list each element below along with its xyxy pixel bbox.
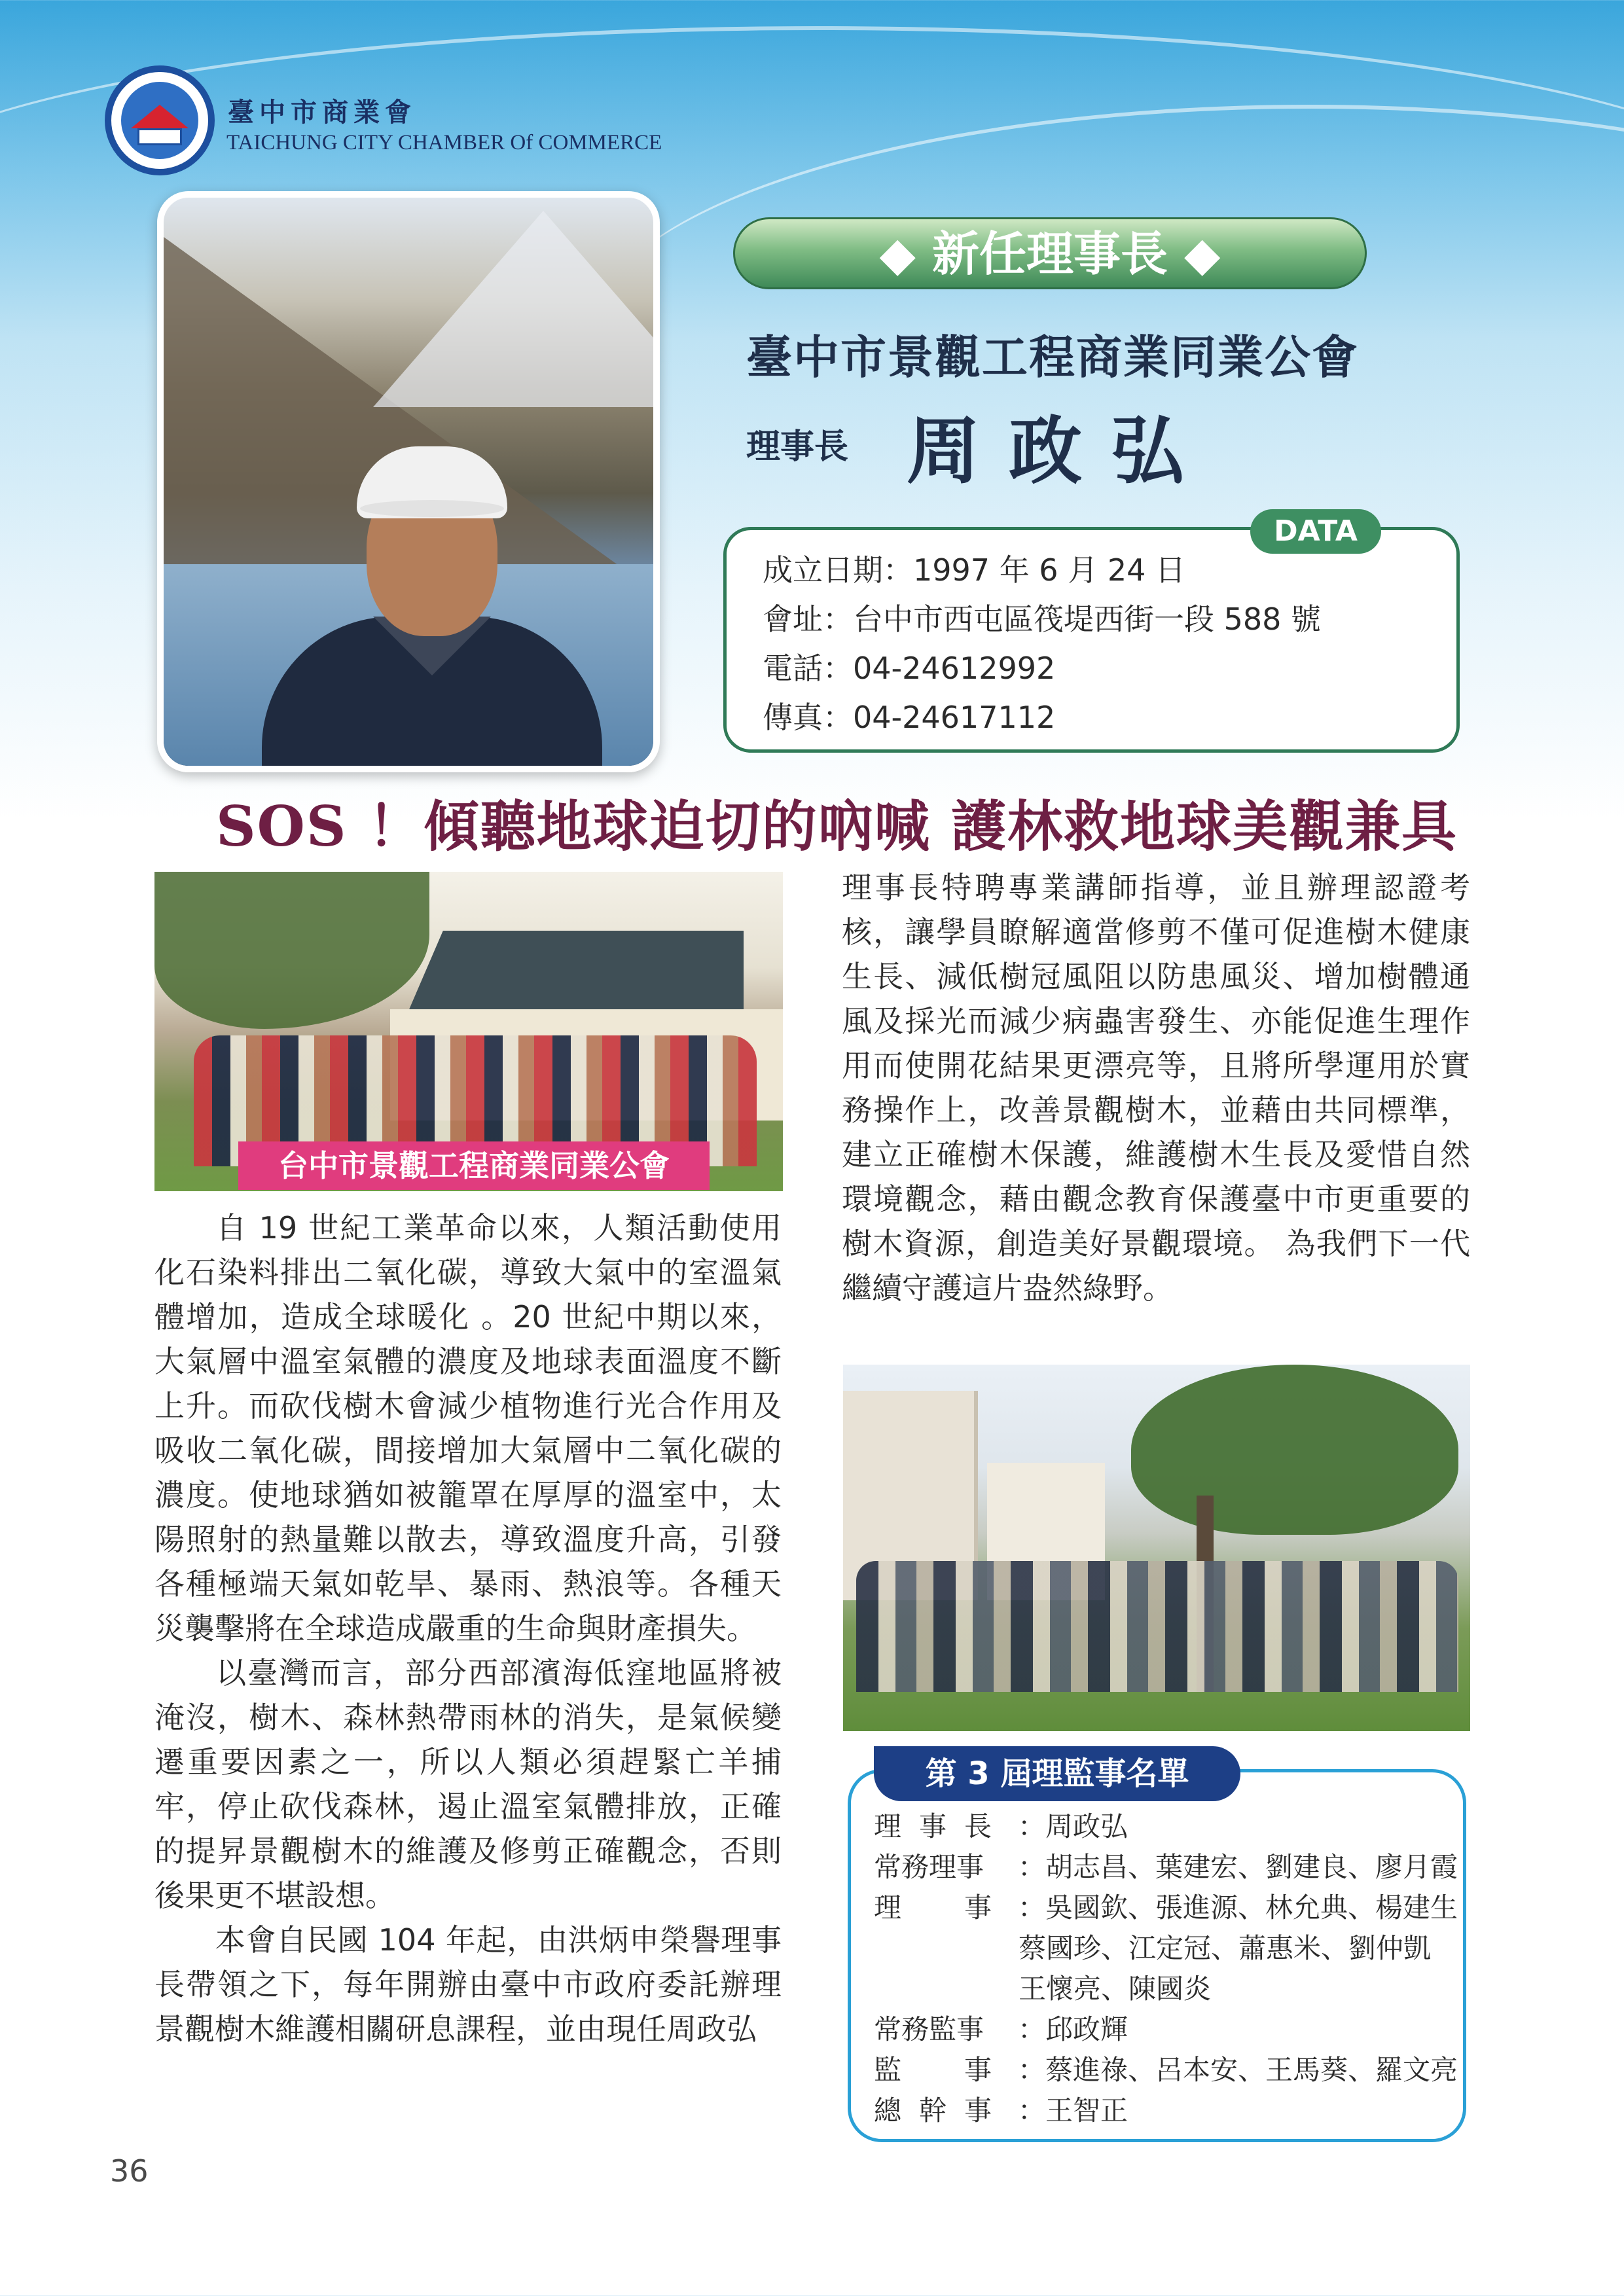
board-role: 理事長 <box>874 1810 992 1842</box>
board-names: ：周政弘 <box>1018 1810 1128 1842</box>
board-names: ：王智正 <box>1018 2094 1128 2126</box>
brand-name-zh: 臺中市商業會 <box>228 97 416 128</box>
board-role: 常務理事 <box>874 1851 984 1883</box>
photo-caption: 台中市景觀工程商業同業公會 <box>278 1148 670 1183</box>
article-column-right <box>842 865 1470 1310</box>
organization-name: 臺中市景觀工程商業同業公會 <box>746 331 1359 384</box>
portrait-photo <box>157 191 660 772</box>
data-phone: 電話：04-24612992 <box>763 651 1056 686</box>
photo-snow-peak <box>373 211 660 407</box>
training-photo <box>843 1365 1470 1731</box>
board-names: ：吳國欽、張進源、林允典、楊建生 <box>1018 1892 1458 1924</box>
data-founded: 成立日期：1997 年 6 月 24 日 <box>763 552 1185 588</box>
data-fax: 傳真：04-24617112 <box>763 700 1056 735</box>
photo-crowd <box>856 1561 1458 1692</box>
board-role: 總幹事 <box>874 2094 992 2126</box>
brand-name-en: TAICHUNG CITY CHAMBER Of COMMERCE <box>226 131 662 154</box>
board-names: 王懷亮、陳國炎 <box>1019 1973 1212 2005</box>
article-paragraph: 以臺灣而言，部分西部濱海低窪地區將被淹沒，樹木、森林熱帶雨林的消失，是氣候變遷重要因素之一，所以人類必須趕緊亡羊捕牢，停止砍伐森林，遏止溫室氣體排放，正確的提昇景觀樹木的維護及修剪正確觀念，否則後果更不堪設想。 <box>154 1655 782 1913</box>
article-column-left <box>154 1206 782 2051</box>
photo-building-roof <box>377 931 744 1016</box>
photo-tree-canopy <box>1131 1365 1458 1535</box>
board-names: ：胡志昌、葉建宏、劉建良、廖月霞 <box>1018 1851 1458 1883</box>
board-role: 常務監事 <box>874 2013 984 2045</box>
article-paragraph: 自 19 世紀工業革命以來，人類活動使用化石染料排出二氧化碳，導致大氣中的室溫氣體增加，造成全球暖化 。20 世紀中期以來，大氣層中溫室氣體的濃度及地球表面溫度不斷上升。而砍伐樹木會減少植物進行光合作用及吸收二氧化碳，間接增加大氣層中二氧化碳的濃度。使地球猶如被籠罩在厚厚的溫室中，太陽照射的熱量難以散去，導致溫度升高，引發各種極端天氣如乾旱、暴雨、熱浪等。各種天災襲擊將在全球造成嚴重的生命與財產損失。 <box>154 1210 782 1646</box>
page-number: 36 <box>110 2153 149 2189</box>
person-name: 周政弘 <box>907 408 1213 494</box>
board-names: ：蔡進祿、呂本安、王馬葵、羅文亮 <box>1018 2054 1458 2086</box>
article-paragraph: 理事長特聘專業講師指導，並且辦理認證考核，讓學員瞭解適當修剪不僅可促進樹木健康生長、減低樹冠風阻以防患風災、增加樹體通風及採光而減少病蟲害發生、亦能促進生理作用而使開花結果更漂亮等，且將所學運用於實務操作上，改善景觀樹木，並藉由共同標準，建立正確樹木保護，維護樹木生長及愛惜自然環境觀念，藉由觀念教育保護臺中市更重要的樹木資源，創造美好景觀環境。 為我們下一代繼續守護這片盎然綠野。 <box>842 870 1470 1306</box>
data-address: 會址：台中市西屯區筏堤西街一段 588 號 <box>763 601 1322 637</box>
article-headline: SOS ！傾聽地球迫切的吶喊 護林救地球美觀兼具 <box>216 794 1458 859</box>
board-names: ：邱政輝 <box>1018 2013 1128 2045</box>
group-photo <box>154 872 783 1191</box>
board-role: 理事 <box>874 1892 992 1924</box>
photo-tree <box>154 872 429 1029</box>
logo-roof-icon <box>131 105 189 128</box>
board-names: 蔡國珍、江定冠、蕭惠米、劉仲凱 <box>1019 1932 1432 1964</box>
board-role: 監事 <box>874 2054 992 2086</box>
data-label: DATA <box>1250 509 1381 554</box>
logo-building-icon <box>137 128 182 145</box>
title-tag: ◆ 新任理事長 ◆ <box>879 226 1221 281</box>
photo-person-cap-brim <box>360 500 504 517</box>
article-paragraph: 本會自民國 104 年起，由洪炳申榮譽理事長帶領之下，每年開辦由臺中市政府委託辦理景觀樹木維護相關研息課程，並由現任周政弘 <box>154 1922 782 2047</box>
role-label: 理事長 <box>746 427 849 467</box>
board-title: 第 3 屆理監事名單 <box>925 1755 1189 1792</box>
